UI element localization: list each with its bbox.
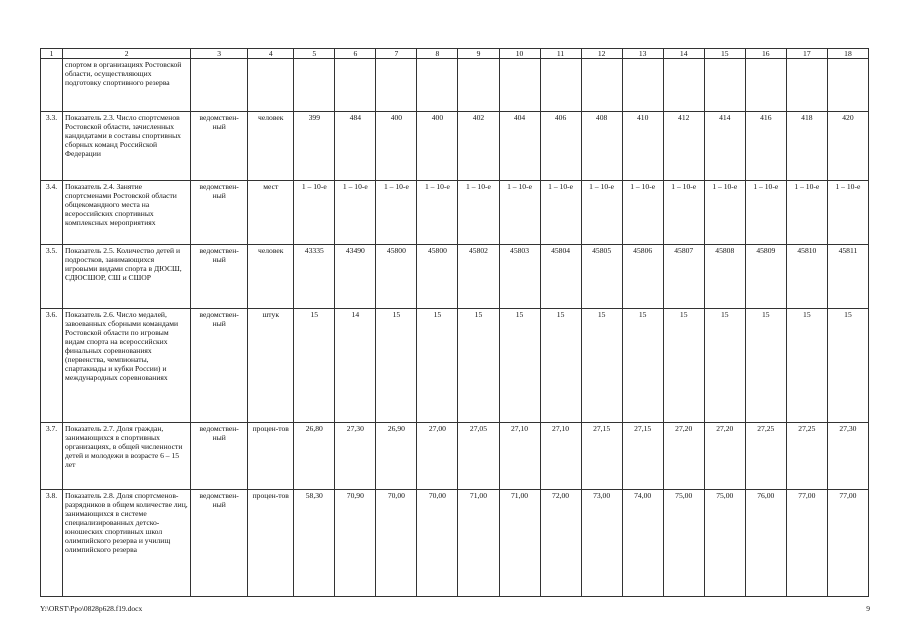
header-row (41, 49, 869, 59)
unit-cell (248, 59, 294, 112)
value-cell: 27,25 (786, 423, 827, 490)
table-row (41, 423, 869, 490)
indicator-label-cell: Показатель 2.8. Доля спортсменов-разрядников в общем количестве лиц, занимающихся в системе специализированных детско-юношеских спортивных школ олимпийского резерва и училищ олимпийского резерва (63, 490, 191, 597)
value-cell: 45806 (622, 245, 663, 309)
column-header: 14 (663, 49, 704, 59)
value-cell (827, 59, 868, 112)
value-cell: 404 (499, 112, 540, 181)
value-cell: 27,20 (663, 423, 704, 490)
value-cell: 1 – 10-е (458, 181, 499, 245)
page-number: 9 (866, 604, 870, 613)
data-source-cell: ведомствен-ный (191, 423, 248, 490)
value-cell: 400 (376, 112, 417, 181)
table-row (41, 59, 869, 112)
value-cell: 15 (499, 309, 540, 423)
value-cell: 45800 (376, 245, 417, 309)
column-header: 3 (191, 49, 248, 59)
column-header: 11 (540, 49, 581, 59)
data-source-cell: ведомствен-ный (191, 245, 248, 309)
value-cell: 402 (458, 112, 499, 181)
value-cell: 15 (581, 309, 622, 423)
value-cell: 27,00 (417, 423, 458, 490)
value-cell: 414 (704, 112, 745, 181)
value-cell: 416 (745, 112, 786, 181)
value-cell: 27,10 (499, 423, 540, 490)
value-cell: 76,00 (745, 490, 786, 597)
row-number-cell: 3.8. (41, 490, 63, 597)
value-cell: 15 (786, 309, 827, 423)
value-cell: 15 (540, 309, 581, 423)
row-number-cell (41, 59, 63, 112)
indicators-table (40, 48, 869, 597)
value-cell: 43490 (335, 245, 376, 309)
value-cell: 1 – 10-е (786, 181, 827, 245)
value-cell: 412 (663, 112, 704, 181)
value-cell: 74,00 (622, 490, 663, 597)
value-cell: 27,05 (458, 423, 499, 490)
value-cell: 408 (581, 112, 622, 181)
unit-cell: мест (248, 181, 294, 245)
value-cell (376, 59, 417, 112)
data-source-cell: ведомствен-ный (191, 490, 248, 597)
indicator-label-cell: Показатель 2.3. Число спортсменов Ростовской области, зачисленных кандидатами в составы спортивных сборных команд Российской Федерации (63, 112, 191, 181)
indicator-label-cell: Показатель 2.4. Занятие спортсменами Ростовской области общекомандного места на всероссийских спортивных комплексных мероприятиях (63, 181, 191, 245)
column-header: 18 (827, 49, 868, 59)
value-cell: 73,00 (581, 490, 622, 597)
value-cell: 1 – 10-е (827, 181, 868, 245)
value-cell (540, 59, 581, 112)
row-number-cell: 3.5. (41, 245, 63, 309)
data-source-cell (191, 59, 248, 112)
value-cell: 1 – 10-е (745, 181, 786, 245)
value-cell: 75,00 (663, 490, 704, 597)
value-cell: 45802 (458, 245, 499, 309)
value-cell (499, 59, 540, 112)
footer-file-path: Y:\ORST\Ppo\0828p628.f19.docx (40, 604, 143, 613)
value-cell: 15 (458, 309, 499, 423)
column-header: 16 (745, 49, 786, 59)
value-cell: 1 – 10-е (622, 181, 663, 245)
value-cell (335, 59, 376, 112)
value-cell: 15 (294, 309, 335, 423)
row-number-cell: 3.3. (41, 112, 63, 181)
column-header: 15 (704, 49, 745, 59)
column-header: 2 (63, 49, 191, 59)
column-header: 1 (41, 49, 63, 59)
value-cell: 27,25 (745, 423, 786, 490)
value-cell: 70,90 (335, 490, 376, 597)
value-cell: 45810 (786, 245, 827, 309)
column-header: 5 (294, 49, 335, 59)
value-cell (622, 59, 663, 112)
column-header: 6 (335, 49, 376, 59)
value-cell: 1 – 10-е (663, 181, 704, 245)
unit-cell: процен-тов (248, 423, 294, 490)
value-cell (663, 59, 704, 112)
column-header: 4 (248, 49, 294, 59)
table-row (41, 181, 869, 245)
value-cell: 15 (745, 309, 786, 423)
value-cell: 15 (622, 309, 663, 423)
value-cell (417, 59, 458, 112)
unit-cell: штук (248, 309, 294, 423)
indicator-label-cell: спортом в организациях Ростовской области, осуществляющих подготовку спортивного резерва (63, 59, 191, 112)
unit-cell: человек (248, 112, 294, 181)
value-cell (294, 59, 335, 112)
column-header: 10 (499, 49, 540, 59)
value-cell (745, 59, 786, 112)
table-header (41, 49, 869, 59)
value-cell (581, 59, 622, 112)
value-cell: 45807 (663, 245, 704, 309)
value-cell: 71,00 (458, 490, 499, 597)
value-cell: 15 (704, 309, 745, 423)
data-source-cell: ведомствен-ный (191, 112, 248, 181)
row-number-cell: 3.4. (41, 181, 63, 245)
value-cell: 58,30 (294, 490, 335, 597)
value-cell: 45811 (827, 245, 868, 309)
value-cell: 1 – 10-е (704, 181, 745, 245)
value-cell (704, 59, 745, 112)
value-cell (458, 59, 499, 112)
unit-cell: процен-тов (248, 490, 294, 597)
table-row (41, 309, 869, 423)
table-row (41, 112, 869, 181)
value-cell: 71,00 (499, 490, 540, 597)
value-cell: 484 (335, 112, 376, 181)
value-cell: 26,90 (376, 423, 417, 490)
value-cell: 77,00 (786, 490, 827, 597)
value-cell: 1 – 10-е (417, 181, 458, 245)
indicator-label-cell: Показатель 2.5. Количество детей и подростков, занимающихся игровыми видами спорта в ДЮСШ, СДЮСШОР, СШ и СШОР (63, 245, 191, 309)
column-header: 8 (417, 49, 458, 59)
value-cell: 1 – 10-е (335, 181, 376, 245)
column-header: 9 (458, 49, 499, 59)
value-cell: 45809 (745, 245, 786, 309)
indicator-label-cell: Показатель 2.6. Число медалей, завоеванных сборными командами Ростовской области по игровым видам спорта на всероссийских финальных соревнованиях (первенства, чемпионаты, спартакиады и кубки России) и международных соревнованиях (63, 309, 191, 423)
value-cell: 70,00 (376, 490, 417, 597)
value-cell: 1 – 10-е (294, 181, 335, 245)
value-cell: 27,15 (581, 423, 622, 490)
value-cell: 45808 (704, 245, 745, 309)
value-cell: 75,00 (704, 490, 745, 597)
value-cell: 399 (294, 112, 335, 181)
value-cell: 26,80 (294, 423, 335, 490)
value-cell: 1 – 10-е (376, 181, 417, 245)
column-header: 7 (376, 49, 417, 59)
value-cell: 45805 (581, 245, 622, 309)
value-cell: 15 (376, 309, 417, 423)
column-header: 17 (786, 49, 827, 59)
value-cell: 27,15 (622, 423, 663, 490)
value-cell: 43335 (294, 245, 335, 309)
value-cell: 400 (417, 112, 458, 181)
value-cell: 420 (827, 112, 868, 181)
value-cell: 27,10 (540, 423, 581, 490)
value-cell: 72,00 (540, 490, 581, 597)
column-header: 13 (622, 49, 663, 59)
unit-cell: человек (248, 245, 294, 309)
data-source-cell: ведомствен-ный (191, 181, 248, 245)
value-cell: 1 – 10-е (499, 181, 540, 245)
value-cell: 410 (622, 112, 663, 181)
value-cell: 27,30 (827, 423, 868, 490)
value-cell: 418 (786, 112, 827, 181)
value-cell: 1 – 10-е (540, 181, 581, 245)
value-cell: 45803 (499, 245, 540, 309)
value-cell: 406 (540, 112, 581, 181)
value-cell: 1 – 10-е (581, 181, 622, 245)
row-number-cell: 3.7. (41, 423, 63, 490)
value-cell (786, 59, 827, 112)
value-cell: 77,00 (827, 490, 868, 597)
column-header: 12 (581, 49, 622, 59)
indicator-label-cell: Показатель 2.7. Доля граждан, занимающихся в спортивных организациях, в общей численности детей и молодежи в возрасте 6 – 15 лет (63, 423, 191, 490)
value-cell: 15 (417, 309, 458, 423)
value-cell: 45800 (417, 245, 458, 309)
value-cell: 15 (663, 309, 704, 423)
table-row (41, 245, 869, 309)
row-number-cell: 3.6. (41, 309, 63, 423)
value-cell: 14 (335, 309, 376, 423)
value-cell: 27,20 (704, 423, 745, 490)
value-cell: 45804 (540, 245, 581, 309)
table-row (41, 490, 869, 597)
data-source-cell: ведомствен-ный (191, 309, 248, 423)
value-cell: 15 (827, 309, 868, 423)
value-cell: 27,30 (335, 423, 376, 490)
table-body (41, 59, 869, 597)
value-cell: 70,00 (417, 490, 458, 597)
